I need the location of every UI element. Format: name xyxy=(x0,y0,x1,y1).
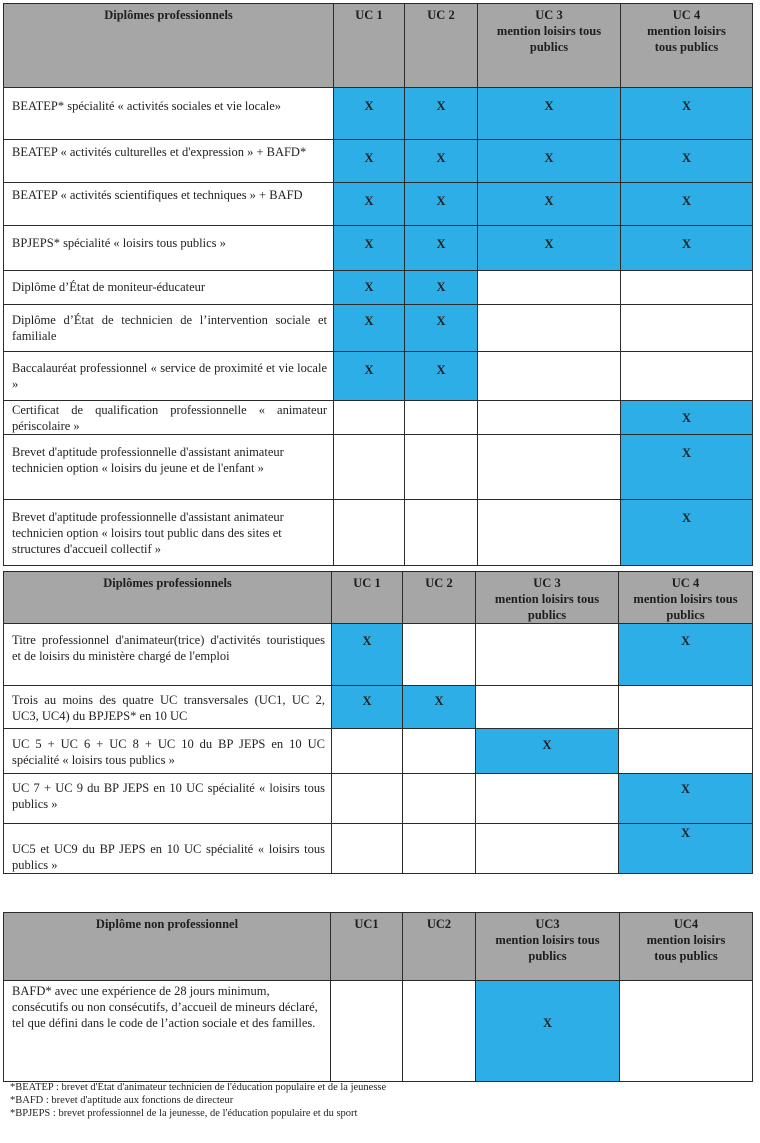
uc1-mark xyxy=(334,435,405,500)
uc4-mark: X xyxy=(619,824,753,874)
table-row xyxy=(4,624,753,686)
footnotes xyxy=(10,1081,386,1120)
uc2-mark: X xyxy=(405,183,478,226)
row-label: Titre professionnel d'animateur(trice) d'activités touristiques et de loisirs du ministère chargé de l'emploi xyxy=(4,624,332,686)
uc4-mark xyxy=(621,352,753,401)
footnote-bpjeps: *BPJEPS : brevet professionnel de la jeunesse, de l'éducation populaire et du sport xyxy=(10,1108,358,1119)
row-label: Certificat de qualification professionnelle « animateur périscolaire » xyxy=(4,401,334,435)
uc1-mark: X xyxy=(334,183,405,226)
header-uc1: UC 1 xyxy=(332,572,403,624)
uc3-mark: X xyxy=(478,183,621,226)
row-label: Brevet d'aptitude professionnelle d'assistant animateur technicien option « loisirs tout public dans des sites et structures d'accueil collectif » xyxy=(4,500,334,566)
uc1-mark: X xyxy=(334,305,405,352)
table-row xyxy=(4,140,753,183)
uc3-mark: X xyxy=(478,226,621,271)
uc1-mark xyxy=(332,729,403,774)
uc4-mark xyxy=(621,271,753,305)
row-label: Diplôme d’État de technicien de l’intervention sociale et familiale xyxy=(4,305,334,352)
header-uc2: UC2 xyxy=(403,913,476,981)
row-label: UC 7 + UC 9 du BP JEPS en 10 UC spécialité « loisirs tous publics » xyxy=(4,774,332,824)
row-label: Diplôme d’État de moniteur-éducateur xyxy=(4,271,334,305)
uc4-mark xyxy=(621,305,753,352)
uc4-mark: X xyxy=(619,774,753,824)
uc1-mark: X xyxy=(334,88,405,140)
uc3-mark: X xyxy=(478,140,621,183)
header-uc4: UC 4 mention loisirs tous publics xyxy=(619,572,753,624)
uc1-mark: X xyxy=(334,271,405,305)
row-label: BEATEP « activités culturelles et d'expression » + BAFD* xyxy=(4,140,334,183)
uc4-mark: X xyxy=(619,624,753,686)
uc3-mark xyxy=(478,500,621,566)
uc2-mark: X xyxy=(403,686,476,729)
uc3-mark: X xyxy=(476,729,619,774)
uc1-mark: X xyxy=(334,226,405,271)
uc1-mark: X xyxy=(332,624,403,686)
header-uc1: UC 1 xyxy=(334,4,405,88)
uc1-mark xyxy=(334,500,405,566)
uc2-mark xyxy=(405,401,478,435)
row-label: Brevet d'aptitude professionnelle d'assistant animateur technicien option « loisirs du jeune et de l'enfant » xyxy=(4,435,334,500)
uc1-mark xyxy=(334,401,405,435)
uc2-mark xyxy=(403,624,476,686)
uc3-mark xyxy=(478,435,621,500)
header-uc3: UC3 mention loisirs tous publics xyxy=(476,913,620,981)
table-row xyxy=(4,88,753,140)
uc3-mark xyxy=(476,824,619,874)
table-diplomes-professionnels-1 xyxy=(3,3,753,566)
header-uc4: UC4 mention loisirs tous publics xyxy=(620,913,753,981)
table-header-row xyxy=(4,572,753,624)
table-row xyxy=(4,401,753,435)
table-row xyxy=(4,183,753,226)
table-row xyxy=(4,500,753,566)
uc2-mark: X xyxy=(405,140,478,183)
uc4-mark: X xyxy=(621,140,753,183)
table-row xyxy=(4,774,753,824)
uc3-mark: X xyxy=(476,981,620,1082)
table-row xyxy=(4,729,753,774)
uc4-mark: X xyxy=(621,500,753,566)
uc2-mark xyxy=(403,774,476,824)
row-label: UC5 et UC9 du BP JEPS en 10 UC spécialité « loisirs tous publics » xyxy=(4,824,332,874)
uc2-mark: X xyxy=(405,352,478,401)
row-label: BEATEP « activités scientifiques et techniques » + BAFD xyxy=(4,183,334,226)
row-label: Baccalauréat professionnel « service de proximité et vie locale » xyxy=(4,352,334,401)
uc1-mark: X xyxy=(334,140,405,183)
uc4-mark: X xyxy=(621,226,753,271)
row-label: UC 5 + UC 6 + UC 8 + UC 10 du BP JEPS en 10 UC spécialité « loisirs tous publics » xyxy=(4,729,332,774)
table-row xyxy=(4,981,753,1082)
uc2-mark: X xyxy=(405,305,478,352)
uc3-mark xyxy=(478,305,621,352)
header-diplome: Diplôme non professionnel xyxy=(4,913,331,981)
uc1-mark: X xyxy=(334,352,405,401)
uc2-mark xyxy=(405,500,478,566)
table-row xyxy=(4,435,753,500)
uc1-mark xyxy=(332,774,403,824)
uc1-mark: X xyxy=(332,686,403,729)
table-diplomes-professionnels-2 xyxy=(3,571,753,874)
table-row xyxy=(4,352,753,401)
uc1-mark xyxy=(332,824,403,874)
uc4-mark xyxy=(619,686,753,729)
uc2-mark xyxy=(403,729,476,774)
uc2-mark xyxy=(405,435,478,500)
uc3-mark xyxy=(478,352,621,401)
uc1-mark xyxy=(331,981,403,1082)
row-label: BAFD* avec une expérience de 28 jours minimum, consécutifs ou non consécutifs, d’accueil de mineurs déclaré, tel que défini dans le code de l’action sociale et des familles. xyxy=(4,981,331,1082)
uc2-mark: X xyxy=(405,226,478,271)
uc3-mark xyxy=(476,624,619,686)
uc3-mark xyxy=(478,271,621,305)
uc3-mark: X xyxy=(478,88,621,140)
header-diplomes: Diplômes professionnels xyxy=(4,572,332,624)
uc3-mark xyxy=(476,774,619,824)
table-header-row xyxy=(4,4,753,88)
table-row xyxy=(4,686,753,729)
header-uc2: UC 2 xyxy=(405,4,478,88)
header-uc4: UC 4 mention loisirs tous publics xyxy=(621,4,753,88)
footnote-bafd: *BAFD : brevet d'aptitude aux fonctions de directeur xyxy=(10,1095,234,1106)
table-row xyxy=(4,824,753,874)
uc4-mark: X xyxy=(621,435,753,500)
uc4-mark: X xyxy=(621,88,753,140)
uc3-mark xyxy=(478,401,621,435)
table-row xyxy=(4,305,753,352)
table-header-row xyxy=(4,913,753,981)
uc2-mark: X xyxy=(405,88,478,140)
uc4-mark xyxy=(619,729,753,774)
header-uc1: UC1 xyxy=(331,913,403,981)
header-diplomes: Diplômes professionnels xyxy=(4,4,334,88)
table-row xyxy=(4,271,753,305)
uc4-mark: X xyxy=(621,401,753,435)
table-row xyxy=(4,226,753,271)
row-label: BEATEP* spécialité « activités sociales et vie locale» xyxy=(4,88,334,140)
header-uc3: UC 3 mention loisirs tous publics xyxy=(476,572,619,624)
uc2-mark xyxy=(403,824,476,874)
uc4-mark xyxy=(620,981,753,1082)
uc4-mark: X xyxy=(621,183,753,226)
header-uc3: UC 3 mention loisirs tous publics xyxy=(478,4,621,88)
uc2-mark xyxy=(403,981,476,1082)
uc3-mark xyxy=(476,686,619,729)
row-label: Trois au moins des quatre UC transversales (UC1, UC 2, UC3, UC4) du BPJEPS* en 10 UC xyxy=(4,686,332,729)
footnote-beatep: *BEATEP : brevet d'État d'animateur technicien de l'éducation populaire et de la jeunesse xyxy=(10,1082,387,1093)
row-label: BPJEPS* spécialité « loisirs tous publics » xyxy=(4,226,334,271)
table-diplome-non-professionnel xyxy=(3,912,753,1082)
uc2-mark: X xyxy=(405,271,478,305)
header-uc2: UC 2 xyxy=(403,572,476,624)
